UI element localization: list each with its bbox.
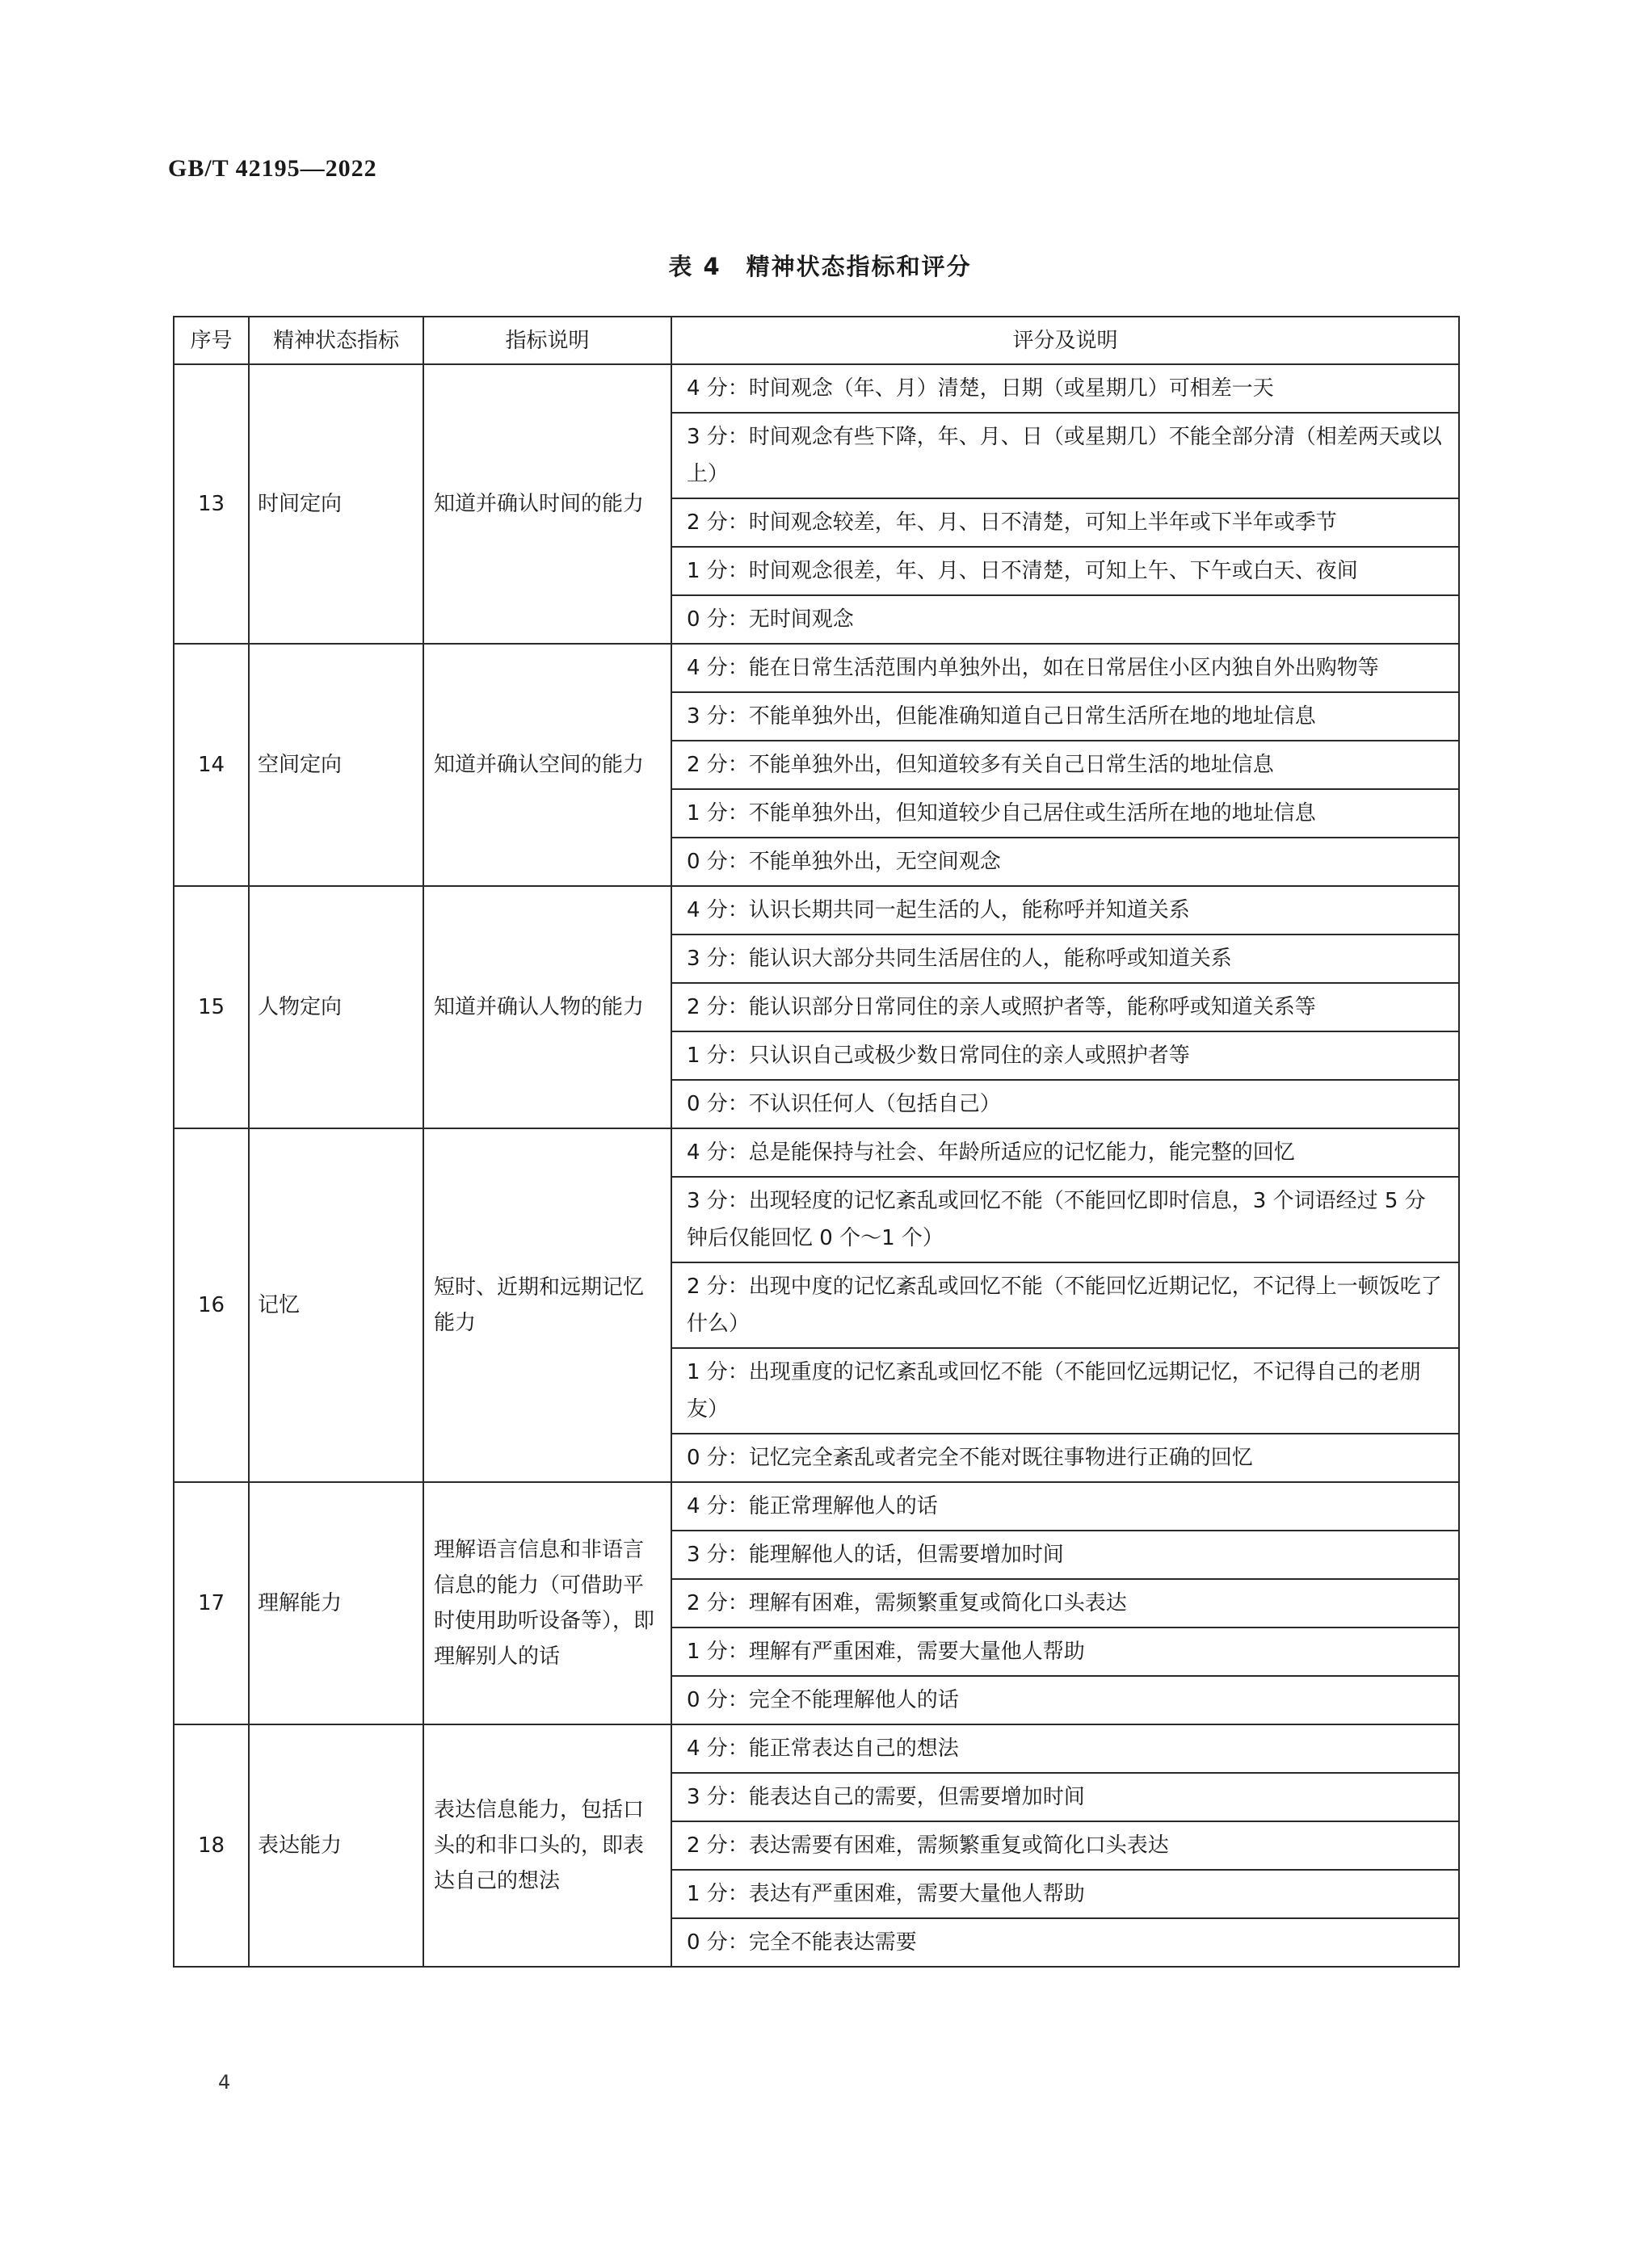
score-item: 2 分：表达需要有困难，需频繁重复或简化口头表达 [671,1821,1459,1870]
score-item: 0 分：不能单独外出，无空间观念 [671,838,1459,886]
indicator-description: 短时、近期和远期记忆能力 [423,1128,671,1482]
score-item: 3 分：不能单独外出，但能准确知道自己日常生活所在地的地址信息 [671,692,1459,741]
score-item: 3 分：能表达自己的需要，但需要增加时间 [671,1773,1459,1821]
row-number: 16 [174,1128,249,1482]
score-item: 3 分：能认识大部分共同生活居住的人，能称呼或知道关系 [671,934,1459,983]
score-item: 2 分：不能单独外出，但知道较多有关自己日常生活的地址信息 [671,741,1459,789]
score-item: 4 分：认识长期共同一起生活的人，能称呼并知道关系 [671,886,1459,934]
score-item: 3 分：出现轻度的记忆紊乱或回忆不能（不能回忆即时信息，3 个词语经过 5 分钟后仅能回忆 0 个～1 个） [671,1177,1459,1262]
indicator-description: 理解语言信息和非语言信息的能力（可借助平时使用助听设备等），即理解别人的话 [423,1482,671,1724]
score-item: 4 分：能正常理解他人的话 [671,1482,1459,1531]
score-item: 3 分：能理解他人的话，但需要增加时间 [671,1531,1459,1579]
score-item: 0 分：完全不能理解他人的话 [671,1676,1459,1724]
score-item: 2 分：能认识部分日常同住的亲人或照护者等，能称呼或知道关系等 [671,983,1459,1031]
score-item: 4 分：能正常表达自己的想法 [671,1724,1459,1773]
mental-status-table [173,316,1460,1968]
score-item: 1 分：表达有严重困难，需要大量他人帮助 [671,1870,1459,1918]
row-number: 17 [174,1482,249,1724]
table-title: 表 4 精神状态指标和评分 [668,253,972,280]
score-item: 1 分：理解有严重困难，需要大量他人帮助 [671,1628,1459,1676]
score-item: 2 分：出现中度的记忆紊乱或回忆不能（不能回忆近期记忆，不记得上一顿饭吃了什么） [671,1262,1459,1348]
indicator-description: 表达信息能力，包括口头的和非口头的，即表达自己的想法 [423,1724,671,1967]
column-header-no: 序号 [174,317,249,364]
score-item: 1 分：出现重度的记忆紊乱或回忆不能（不能回忆远期记忆，不记得自己的老朋友） [671,1348,1459,1434]
column-header-description: 指标说明 [423,317,671,364]
score-item: 3 分：时间观念有些下降，年、月、日（或星期几）不能全部分清（相差两天或以上） [671,413,1459,498]
indicator-name: 理解能力 [249,1482,423,1724]
indicator-description: 知道并确认空间的能力 [423,644,671,886]
score-item: 4 分：总是能保持与社会、年龄所适应的记忆能力，能完整的回忆 [671,1128,1459,1177]
column-header-indicator: 精神状态指标 [249,317,423,364]
row-number: 14 [174,644,249,886]
page-number: 4 [218,2071,231,2094]
indicator-description: 知道并确认时间的能力 [423,364,671,644]
table-row [174,1482,1459,1531]
indicator-name: 记忆 [249,1128,423,1482]
indicator-name: 表达能力 [249,1724,423,1967]
row-number: 15 [174,886,249,1128]
column-header-scores: 评分及说明 [671,317,1459,364]
indicator-name: 人物定向 [249,886,423,1128]
score-item: 1 分：只认识自己或极少数日常同住的亲人或照护者等 [671,1031,1459,1080]
score-item: 2 分：时间观念较差，年、月、日不清楚，可知上半年或下半年或季节 [671,498,1459,547]
score-item: 0 分：无时间观念 [671,595,1459,644]
table-row [174,1128,1459,1177]
score-item: 4 分：能在日常生活范围内单独外出，如在日常居住小区内独自外出购物等 [671,644,1459,692]
score-item: 0 分：完全不能表达需要 [671,1918,1459,1967]
standard-code: GB/T 42195—2022 [168,155,377,182]
table-row [174,644,1459,692]
row-number: 13 [174,364,249,644]
score-item: 0 分：不认识任何人（包括自己） [671,1080,1459,1128]
score-item: 1 分：时间观念很差，年、月、日不清楚，可知上午、下午或白天、夜间 [671,547,1459,595]
row-number: 18 [174,1724,249,1967]
indicator-name: 空间定向 [249,644,423,886]
table-row [174,886,1459,934]
score-item: 1 分：不能单独外出，但知道较少自己居住或生活所在地的地址信息 [671,789,1459,838]
table-row [174,364,1459,413]
indicator-name: 时间定向 [249,364,423,644]
indicator-description: 知道并确认人物的能力 [423,886,671,1128]
score-item: 4 分：时间观念（年、月）清楚，日期（或星期几）可相差一天 [671,364,1459,413]
table-row [174,1724,1459,1773]
score-item: 2 分：理解有困难，需频繁重复或简化口头表达 [671,1579,1459,1628]
score-item: 0 分：记忆完全紊乱或者完全不能对既往事物进行正确的回忆 [671,1434,1459,1482]
table-header-row [174,317,1459,364]
